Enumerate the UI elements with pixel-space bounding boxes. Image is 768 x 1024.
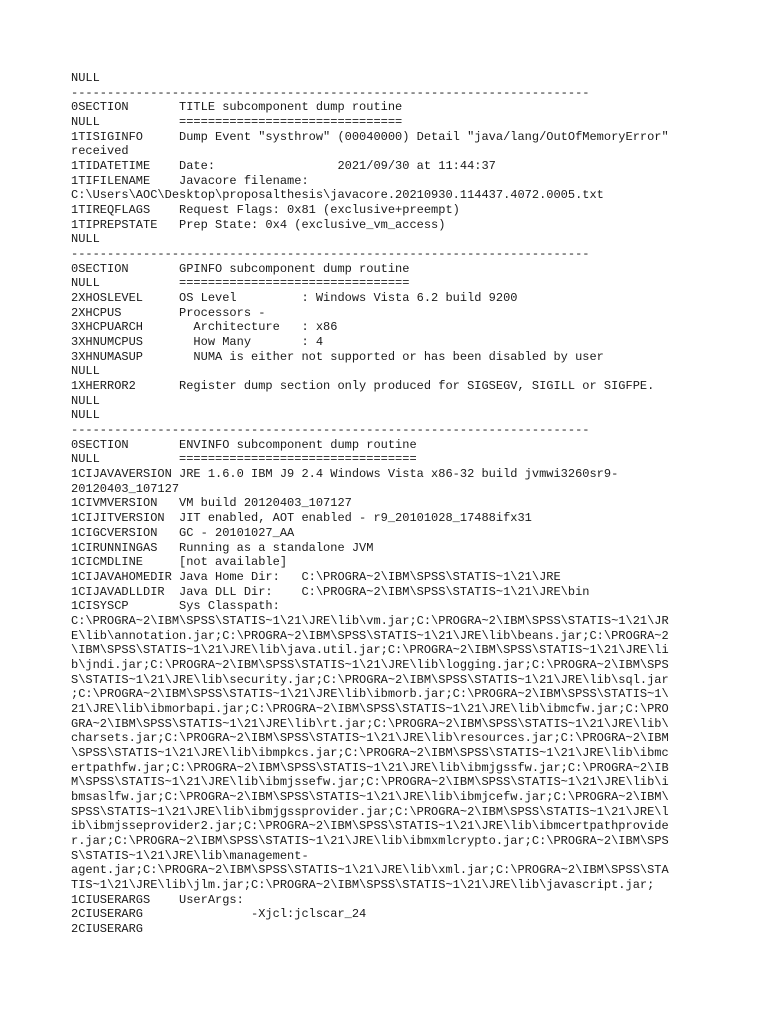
text-line: 20120403_107127 <box>71 481 180 496</box>
classpath-line: \SPSS\STATIS~1\21\JRE\lib\ibmpkcs.jar;C:\PROGRA~2\IBM\SPSS\STATIS~1\21\JRE\lib\ibmc <box>71 745 669 760</box>
text-line: 3XHNUMCPUS How Many : 4 <box>71 335 324 350</box>
classpath-line: TIS~1\21\JRE\lib\jlm.jar;C:\PROGRA~2\IBM\SPSS\STATIS~1\21\JRE\lib\javascript.jar; <box>71 877 655 892</box>
classpath-line: GRA~2\IBM\SPSS\STATIS~1\21\JRE\lib\rt.jar;C:\PROGRA~2\IBM\SPSS\STATIS~1\21\JRE\lib\ <box>71 716 669 731</box>
text-line: 1TISIGINFO Dump Event "systhrow" (00040000) Detail "java/lang/OutOfMemoryError" <box>71 129 669 144</box>
text-line: NULL ================================ <box>71 276 410 291</box>
text-line: 1TIPREPSTATE Prep State: 0x4 (exclusive_vm_access) <box>71 217 446 232</box>
classpath-line: agent.jar;C:\PROGRA~2\IBM\SPSS\STATIS~1\21\JRE\lib\xml.jar;C:\PROGRA~2\IBM\SPSS\STA <box>71 863 669 878</box>
text-line: 1TIDATETIME Date: 2021/09/30 at 11:44:37 <box>71 159 496 174</box>
section-heading: 0SECTION ENVINFO subcomponent dump routine <box>71 437 417 452</box>
separator-line: ------------------------------------------------------------------------ <box>71 85 590 100</box>
text-line: 1CIJAVAHOMEDIR Java Home Dir: C:\PROGRA~2\IBM\SPSS\STATIS~1\21\JRE <box>71 569 561 584</box>
text-line: NULL ================================= <box>71 452 417 467</box>
text-line: 1CISYSCP Sys Classpath: <box>71 599 280 614</box>
text-line: NULL <box>71 364 100 379</box>
text-line: received <box>71 144 129 159</box>
text-line: 1CICMDLINE [not available] <box>71 555 288 570</box>
text-line: 1TIREQFLAGS Request Flags: 0x81 (exclusive+preempt) <box>71 203 460 218</box>
text-line: 1CIJAVADLLDIR Java DLL Dir: C:\PROGRA~2\IBM\SPSS\STATIS~1\21\JRE\bin <box>71 584 590 599</box>
classpath-line: SPSS\STATIS~1\21\JRE\lib\ibmjgssprovider.jar;C:\PROGRA~2\IBM\SPSS\STATIS~1\21\JRE\l <box>71 804 669 819</box>
classpath-line: M\SPSS\STATIS~1\21\JRE\lib\ibmjssefw.jar;C:\PROGRA~2\IBM\SPSS\STATIS~1\21\JRE\lib\i <box>71 775 669 790</box>
classpath-line: S\STATIS~1\21\JRE\lib\management- <box>71 848 309 863</box>
text-line: 2XHCPUS Processors - <box>71 305 266 320</box>
classpath-line: b\jndi.jar;C:\PROGRA~2\IBM\SPSS\STATIS~1\21\JRE\lib\logging.jar;C:\PROGRA~2\IBM\SPS <box>71 657 669 672</box>
text-line: 1TIFILENAME Javacore filename: <box>71 173 309 188</box>
separator-line: ------------------------------------------------------------------------ <box>71 247 590 262</box>
classpath-line: charsets.jar;C:\PROGRA~2\IBM\SPSS\STATIS~1\21\JRE\lib\resources.jar;C:\PROGRA~2\IBM <box>71 731 669 746</box>
text-line: 1CIJAVAVERSION JRE 1.6.0 IBM J9 2.4 Windows Vista x86-32 build jvmwi3260sr9- <box>71 467 619 482</box>
text-line: 1CIRUNNINGAS Running as a standalone JVM <box>71 540 374 555</box>
text-line: 3XHNUMASUP NUMA is either not supported or has been disabled by user <box>71 349 604 364</box>
text-line: 3XHCPUARCH Architecture : x86 <box>71 320 338 335</box>
classpath-line: \IBM\SPSS\STATIS~1\21\JRE\lib\java.util.jar;C:\PROGRA~2\IBM\SPSS\STATIS~1\21\JRE\li <box>71 643 669 658</box>
classpath-line: bmsaslfw.jar;C:\PROGRA~2\IBM\SPSS\STATIS~1\21\JRE\lib\ibmjcefw.jar;C:\PROGRA~2\IBM\ <box>71 789 669 804</box>
text-line: 1CIUSERARGS UserArgs: <box>71 892 244 907</box>
classpath-line: ib\ibmjsseprovider2.jar;C:\PROGRA~2\IBM\SPSS\STATIS~1\21\JRE\lib\ibmcertpathprovide <box>71 819 669 834</box>
classpath-line: E\lib\annotation.jar;C:\PROGRA~2\IBM\SPSS\STATIS~1\21\JRE\lib\beans.jar;C:\PROGRA~2 <box>71 628 669 643</box>
text-line: 2CIUSERARG <box>71 921 144 936</box>
classpath-line: 21\JRE\lib\ibmorbapi.jar;C:\PROGRA~2\IBM\SPSS\STATIS~1\21\JRE\lib\ibmcfw.jar;C:\PRO <box>71 701 669 716</box>
text-line: 1CIGCVERSION GC - 20101027_AA <box>71 525 295 540</box>
classpath-line: C:\PROGRA~2\IBM\SPSS\STATIS~1\21\JRE\lib\vm.jar;C:\PROGRA~2\IBM\SPSS\STATIS~1\21\JR <box>71 613 669 628</box>
text-line: NULL =============================== <box>71 115 403 130</box>
text-line: 1XHERROR2 Register dump section only produced for SIGSEGV, SIGILL or SIGFPE. <box>71 379 655 394</box>
text-line: 2CIUSERARG -Xjcl:jclscar_24 <box>71 907 367 922</box>
text-line: NULL <box>71 71 100 85</box>
classpath-line: r.jar;C:\PROGRA~2\IBM\SPSS\STATIS~1\21\JRE\lib\ibmxmlcrypto.jar;C:\PROGRA~2\IBM\SPS <box>71 833 669 848</box>
classpath-line: ertpathfw.jar;C:\PROGRA~2\IBM\SPSS\STATIS~1\21\JRE\lib\ibmjgssfw.jar;C:\PROGRA~2\IB <box>71 760 669 775</box>
text-line: NULL <box>71 408 100 423</box>
text-line: C:\Users\AOC\Desktop\proposalthesis\javacore.20210930.114437.4072.0005.txt <box>71 188 604 203</box>
text-line: 1CIVMVERSION VM build 20120403_107127 <box>71 496 352 511</box>
section-heading: 0SECTION TITLE subcomponent dump routine <box>71 100 403 115</box>
separator-line: ------------------------------------------------------------------------ <box>71 423 590 438</box>
text-line: NULL <box>71 393 100 408</box>
classpath-line: S\STATIS~1\21\JRE\lib\security.jar;C:\PROGRA~2\IBM\SPSS\STATIS~1\21\JRE\lib\sql.jar <box>71 672 669 687</box>
section-heading: 0SECTION GPINFO subcomponent dump routine <box>71 261 410 276</box>
text-line: NULL <box>71 232 100 247</box>
javacore-text-page <box>71 71 711 937</box>
text-line: 1CIJITVERSION JIT enabled, AOT enabled - r9_20101028_17488ifx31 <box>71 511 532 526</box>
text-line: 2XHOSLEVEL OS Level : Windows Vista 6.2 build 9200 <box>71 291 518 306</box>
classpath-line: ;C:\PROGRA~2\IBM\SPSS\STATIS~1\21\JRE\lib\ibmorb.jar;C:\PROGRA~2\IBM\SPSS\STATIS~1\ <box>71 687 669 702</box>
